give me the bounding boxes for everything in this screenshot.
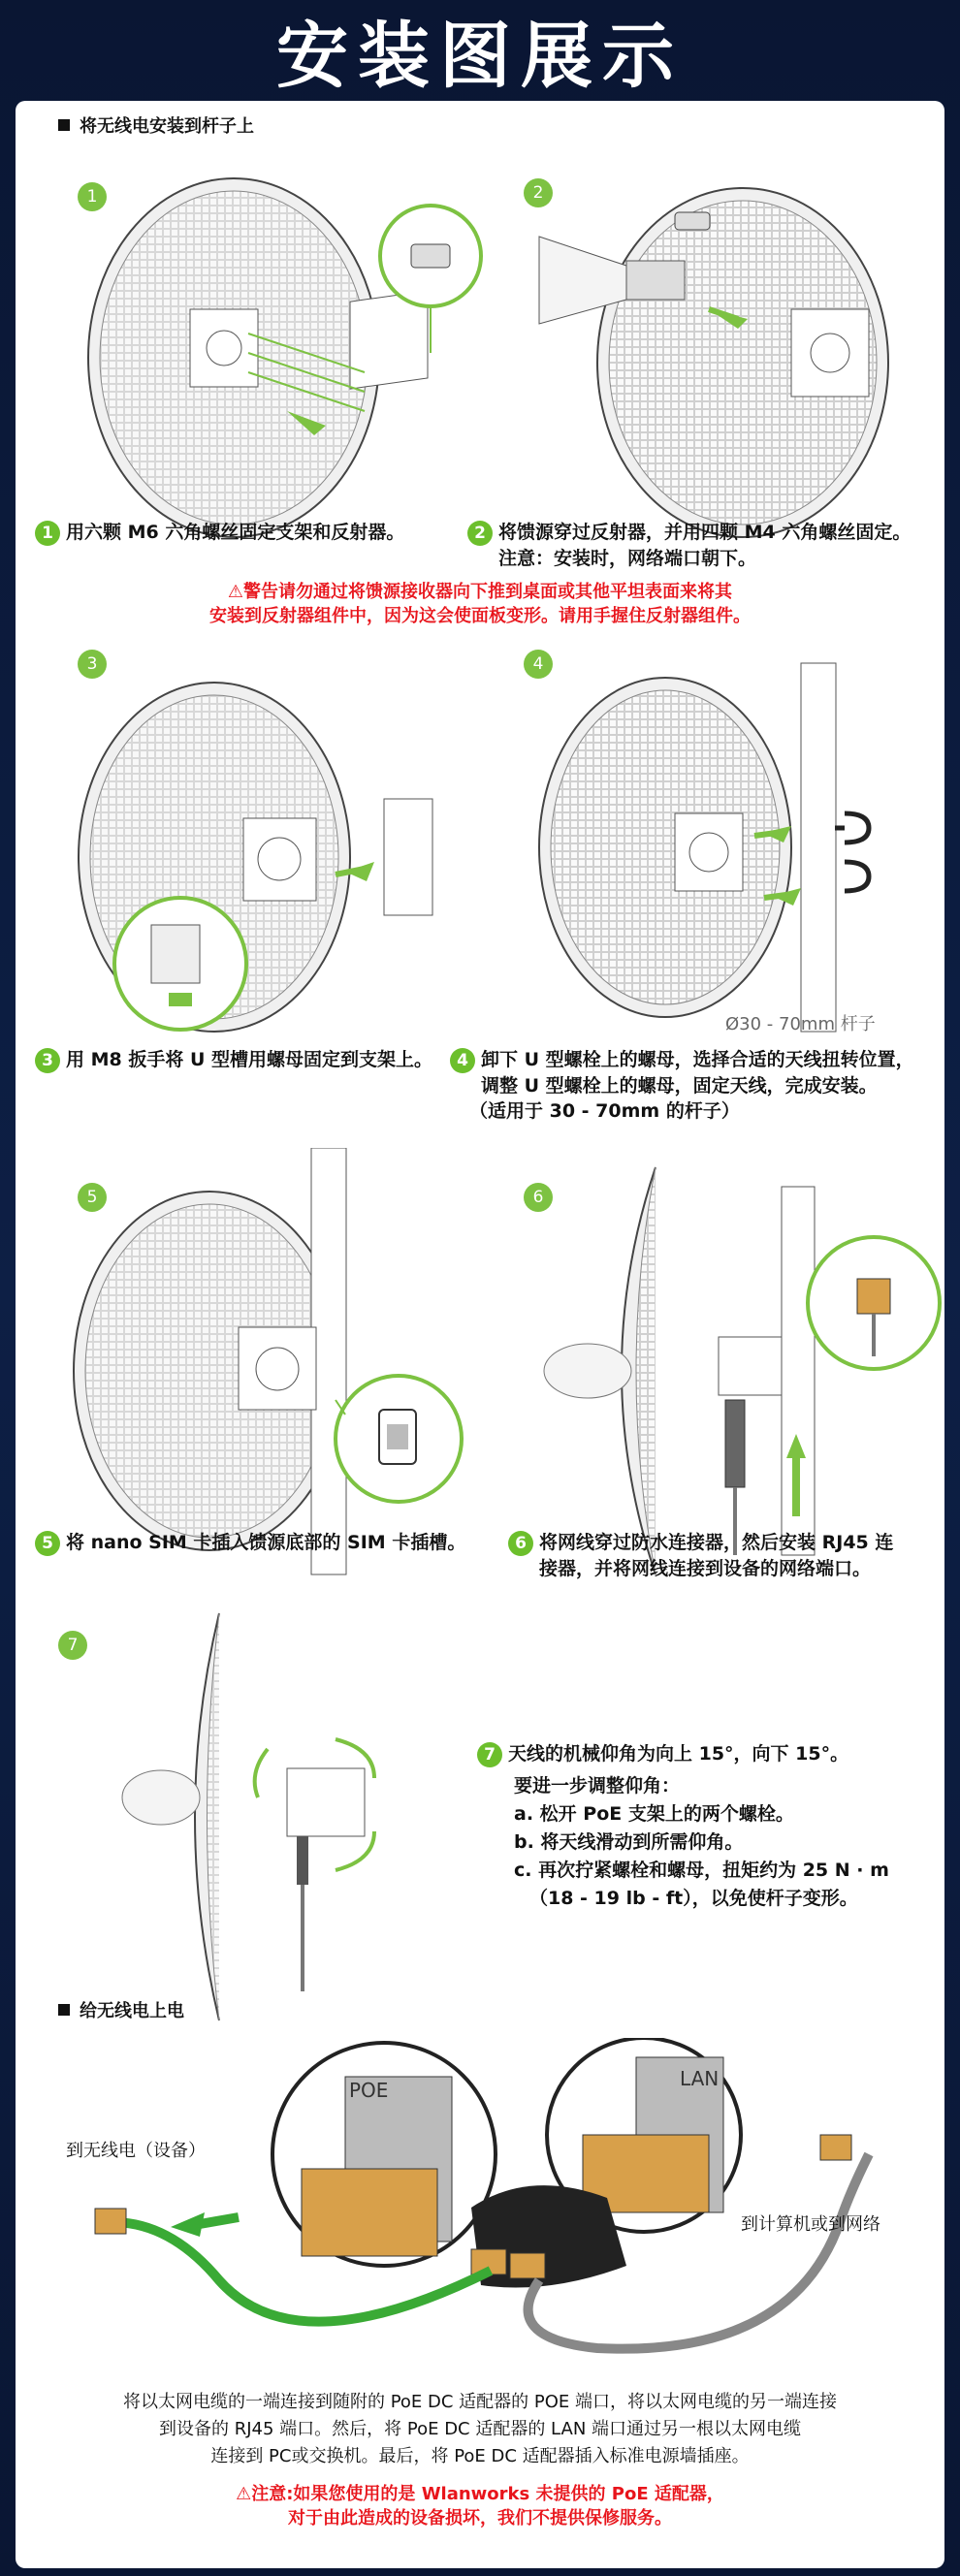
step-2-text-line2: 注意：安装时，网络端口朝下。 <box>498 547 757 569</box>
step-5-caption <box>35 1530 465 1556</box>
pole-size-label: Ø30 - 70mm 杆子 <box>725 1014 876 1034</box>
step-7-text-line4: b. 将天线滑动到所需仰角。 <box>514 1831 744 1853</box>
step-4-text-line2: 调整 U 型螺栓上的螺母，固定天线，完成安装。 <box>481 1074 878 1097</box>
step-3-caption-number: 3 <box>35 1048 60 1073</box>
section-mount-heading <box>58 112 254 138</box>
step-7-text-line3: a. 松开 PoE 支架上的两个螺栓。 <box>514 1803 794 1825</box>
step-7-details <box>514 1772 889 1913</box>
step-5-text: 将 nano SIM 卡插入馈源底部的 SIM 卡插槽。 <box>66 1532 466 1553</box>
warning-1-line1: ⚠警告请勿通过将馈源接收器向下推到桌面或其他平坦表面来将其 <box>227 582 733 602</box>
power-instructions <box>16 2389 944 2470</box>
step-7-caption <box>477 1741 848 1767</box>
content-card <box>16 101 944 2568</box>
step-4-caption <box>450 1047 914 1124</box>
step-1-caption <box>35 520 404 546</box>
step-6-badge: 6 <box>524 1183 553 1212</box>
warning-2 <box>16 2482 944 2530</box>
step-1-badge: 1 <box>78 182 107 211</box>
power-text-line1: 将以太网电缆的一端连接到随附的 PoE DC 适配器的 POE 端口，将以太网电缆的另一端连接 <box>122 2392 838 2412</box>
power-illustration <box>54 2038 927 2358</box>
step-4-text-line3: （适用于 30 - 70mm 的杆子） <box>469 1099 740 1122</box>
square-bullet-icon <box>58 2004 70 2016</box>
lan-port-label: LAN <box>680 2067 720 2090</box>
step-4-caption-number: 4 <box>450 1048 475 1073</box>
step-3-illustration <box>54 634 500 1070</box>
step-7-badge: 7 <box>58 1631 87 1660</box>
step-1-illustration <box>54 159 500 566</box>
step-2-caption <box>467 520 911 571</box>
step-1-caption-number: 1 <box>35 521 60 546</box>
step-7-text-line5: c. 再次拧紧螺栓和螺母，扭矩约为 25 N · m <box>514 1860 889 1881</box>
step-4-badge: 4 <box>524 650 553 679</box>
step-3-badge: 3 <box>78 650 107 679</box>
step-2-illustration <box>500 130 946 557</box>
square-bullet-icon <box>58 119 70 131</box>
to-radio-label: 到无线电（设备） <box>66 2141 206 2161</box>
step-7-text-line6: （18 - 19 lb - ft），以免使杆子变形。 <box>529 1888 858 1909</box>
step-2-text-line1: 将馈源穿过反射器，并用四颗 M4 六角螺丝固定。 <box>498 522 912 543</box>
power-text-line2: 到设备的 RJ45 端口。然后，将 PoE DC 适配器的 LAN 端口通过另一根以太网电缆 <box>158 2419 802 2439</box>
section-power-heading <box>58 1997 184 2022</box>
section-mount-label: 将无线电安装到杆子上 <box>80 116 254 137</box>
step-4-text-line1: 卸下 U 型螺栓上的螺母，选择合适的天线扭转位置， <box>481 1049 914 1070</box>
power-text-line3: 连接到 PC或交换机。最后，将 PoE DC 适配器插入标准电源墙插座。 <box>210 2446 750 2466</box>
step-6-illustration <box>500 1148 946 1584</box>
step-1-text: 用六颗 M6 六角螺丝固定支架和反射器。 <box>66 522 405 543</box>
to-computer-label: 到计算机或到网络 <box>741 2214 880 2235</box>
step-3-text: 用 M8 扳手将 U 型槽用螺母固定到支架上。 <box>66 1049 433 1070</box>
warning-1-line2: 安装到反射器组件中，因为这会使面板变形。请用手握住反射器组件。 <box>209 606 751 626</box>
step-6-text-line2: 接器，并将网线连接到设备的网络端口。 <box>539 1557 872 1579</box>
section-power-label: 给无线电上电 <box>80 2001 184 2021</box>
step-4-illustration <box>500 634 946 1041</box>
warning-2-line1: ⚠注意:如果您使用的是 Wlanworks 未提供的 PoE 适配器， <box>236 2484 724 2504</box>
page-title: 安装图展示 <box>276 15 684 98</box>
step-5-caption-number: 5 <box>35 1531 60 1556</box>
warning-1 <box>16 580 944 628</box>
step-5-illustration <box>54 1148 500 1584</box>
step-5-badge: 5 <box>78 1183 107 1212</box>
step-2-badge: 2 <box>524 178 553 207</box>
step-7-text-line1: 天线的机械仰角为向上 15°，向下 15°。 <box>508 1743 849 1765</box>
step-7-caption-number: 7 <box>477 1742 502 1767</box>
step-7-text-line2: 要进一步调整仰角： <box>514 1775 681 1797</box>
step-7-illustration <box>112 1604 442 2030</box>
step-6-caption-number: 6 <box>508 1531 533 1556</box>
step-6-text-line1: 将网线穿过防水连接器，然后安装 RJ45 连 <box>539 1532 894 1553</box>
step-2-caption-number: 2 <box>467 521 493 546</box>
step-6-caption <box>508 1530 893 1581</box>
warning-2-line2: 对于由此造成的设备损坏，我们不提供保修服务。 <box>288 2508 672 2528</box>
step-3-caption <box>35 1047 432 1073</box>
poe-port-label: POE <box>349 2079 389 2102</box>
